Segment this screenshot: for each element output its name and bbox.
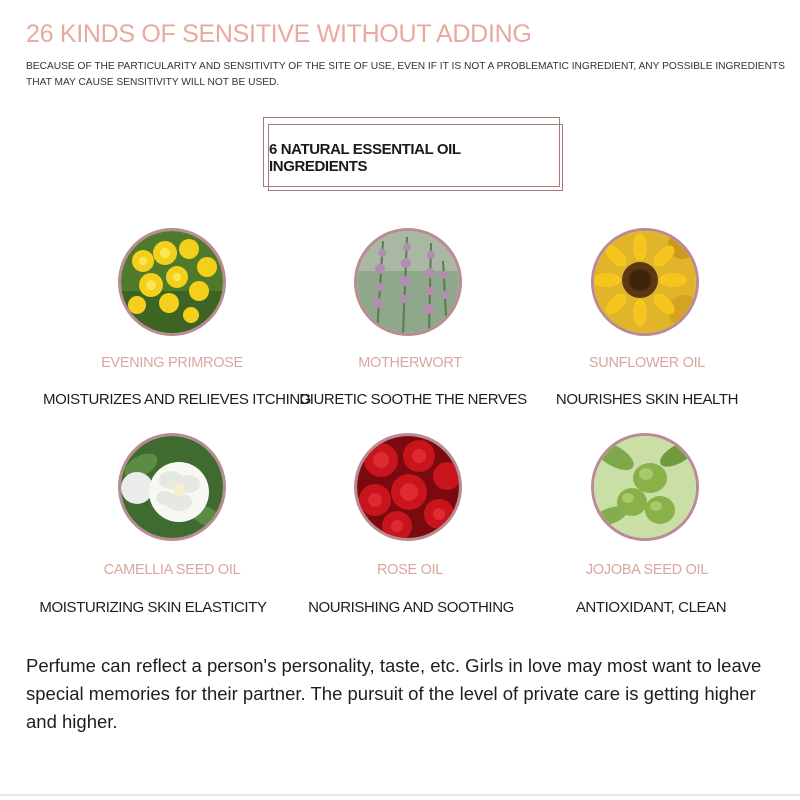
- closing-paragraph: Perfume can reflect a person's personality, taste, etc. Girls in love may most want to leave special memories for their partner. The pursuit of the level of private care is getting higher and higher.: [26, 655, 762, 732]
- banner-title: 6 NATURAL ESSENTIAL OIL INGREDIENTS: [268, 124, 563, 191]
- ingredient-name: ROSE OIL: [376, 562, 444, 578]
- ingredient-benefit: ANTIOXIDANT, CLEAN: [575, 599, 727, 616]
- ingredient-benefit: DIURETIC SOOTHE THE NERVES: [299, 391, 527, 408]
- page-headline: 26 KINDS OF SENSITIVE WITHOUT ADDING: [26, 20, 532, 48]
- ingredient-name: JOJOBA SEED OIL: [585, 562, 708, 578]
- motherwort-icon: [354, 228, 462, 336]
- evening-primrose-icon: [118, 228, 226, 336]
- ingredient-benefit: NOURISHING AND SOOTHING: [308, 599, 514, 616]
- ingredient-name: CAMELLIA SEED OIL: [103, 562, 241, 578]
- intro-text: BECAUSE OF THE PARTICULARITY AND SENSITIVITY OF THE SITE OF USE, EVEN IF IT IS NOT A PROBLEMATIC INGREDIENT, ANY POSSIBLE INGREDIENTS THAT MAY CAUSE SENSITIVITY WILL NOT BE USED.: [26, 61, 785, 88]
- ingredient-benefit: NOURISHES SKIN HEALTH: [555, 391, 739, 408]
- camellia-icon: [118, 433, 226, 541]
- ingredient-benefit: MOISTURIZES AND RELIEVES ITCHING: [43, 391, 312, 408]
- rose-icon: [354, 433, 462, 541]
- jojoba-icon: [591, 433, 699, 541]
- ingredient-name: MOTHERWORT: [358, 355, 462, 371]
- sunflower-icon: [591, 228, 699, 336]
- ingredient-name: EVENING PRIMROSE: [101, 355, 243, 371]
- ingredient-benefit: MOISTURIZING SKIN ELASTICITY: [39, 599, 267, 616]
- bottom-divider: [0, 794, 800, 796]
- ingredient-name: SUNFLOWER OIL: [588, 355, 706, 371]
